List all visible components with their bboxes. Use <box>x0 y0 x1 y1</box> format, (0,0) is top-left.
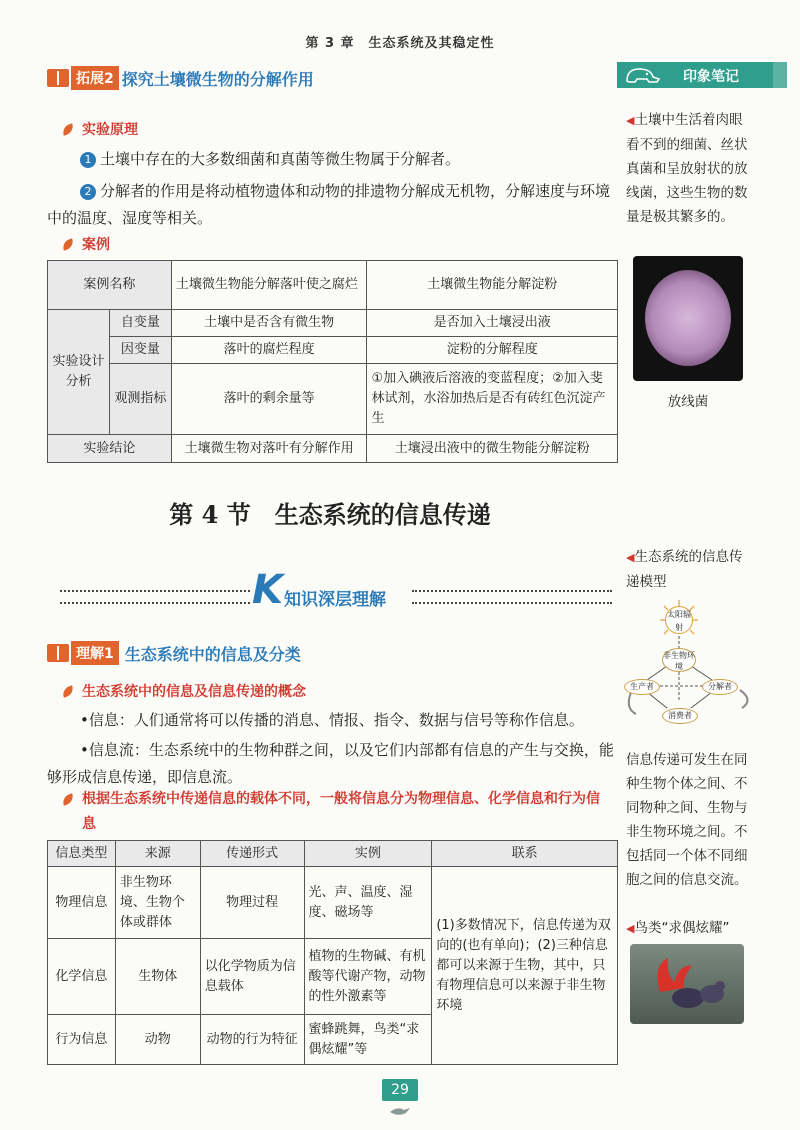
obs-case-1: 落叶的剩余量等 <box>171 364 367 435</box>
sidebar-title: 印象笔记 <box>683 69 739 85</box>
ext2-tag: 拓展2 <box>71 66 119 90</box>
relation-cell: (1)多数情况下，信息传递为双向的(也有单向)；(2)三种信息都可以来源于生物，其中，只有物理信息可以来源于非生物环境 <box>432 867 618 1065</box>
conclusion-case-1: 土壤微生物对落叶有分解作用 <box>171 435 367 463</box>
table-cell: 动物 <box>115 1015 200 1065</box>
classification-heading-text: 根据生态系统中传递信息的载体不同，一般将信息分为物理信息、化学信息和行为信息 <box>82 791 600 832</box>
classification-heading <box>62 787 612 837</box>
table-cell: 蜜蜂跳舞，鸟类“求偶炫耀”等 <box>304 1015 432 1065</box>
iv-case-1: 土壤中是否含有微生物 <box>171 310 367 337</box>
sidebar-title-bar <box>617 62 787 88</box>
concept-heading <box>62 681 306 701</box>
principle-2 <box>47 178 617 232</box>
principle-1 <box>80 146 620 173</box>
table-cell: 化学信息 <box>48 939 116 1015</box>
book-icon <box>47 644 69 662</box>
info-transfer-diagram <box>622 598 756 738</box>
design-label: 实验设计分析 <box>48 310 110 435</box>
ext2-section-bar <box>47 65 314 91</box>
info-definition: •信息：人们通常将可以传播的消息、情报、指令、数据与信号等称作信息。 <box>80 711 584 729</box>
u1-title: 生态系统中的信息及分类 <box>124 644 301 664</box>
header-cell: 实例 <box>304 841 432 867</box>
info-type-table <box>47 840 618 1065</box>
table-cell: 动物的行为特征 <box>200 1015 304 1065</box>
sun-node: 太阳辐射 <box>665 606 693 634</box>
number-1-icon: 1 <box>80 152 96 168</box>
leaf-icon <box>61 793 75 806</box>
sidebar-note-soil <box>626 108 754 229</box>
actinomycete-photo <box>633 256 743 381</box>
actinomycete-caption: 放线菌 <box>667 394 709 410</box>
u1-section-bar <box>47 640 301 666</box>
table-cell: 以化学物质为信息载体 <box>200 939 304 1015</box>
case-1-name: 土壤微生物能分解落叶使之腐烂 <box>171 261 367 310</box>
infoflow-definition: •信息流：生态系统中的生物种群之间，以及它们内部都有信息的产生与交换，能够形成信息传递，即信息流。 <box>47 741 614 786</box>
sidebar-bird-title-text: 鸟类“求偶炫耀” <box>634 920 730 936</box>
decomposer-node: 分解者 <box>702 679 738 695</box>
leaf-icon <box>61 123 75 136</box>
sidebar-note-transfer: 信息传递可发生在同种生物个体之间、不同物种之间、生物与非生物环境之间。不包括同一个体不同细胞之间的信息交流。 <box>626 752 748 888</box>
case-name-label: 案例名称 <box>48 261 172 310</box>
knowledge-banner-title: 知识深层理解 <box>284 590 386 610</box>
leaf-icon <box>61 238 75 251</box>
bird-ornament-icon <box>388 1104 412 1118</box>
conclusion-case-2: 土壤浸出液中的微生物能分解淀粉 <box>367 435 618 463</box>
leaf-icon <box>61 685 75 698</box>
sidebar-bird-title <box>626 916 756 941</box>
principle-1-text: 土壤中存在的大多数细菌和真菌等微生物属于分解者。 <box>100 150 461 168</box>
header-cell: 信息类型 <box>48 841 116 867</box>
sidebar-model-title-text: 生态系统的信息传递模型 <box>626 549 743 590</box>
u1-tag: 理解1 <box>71 641 119 665</box>
elephant-icon <box>623 65 663 85</box>
principle-heading <box>62 119 138 139</box>
bird-icon <box>630 944 744 1024</box>
section-title: 第 4 节 生态系统的信息传递 <box>169 500 491 529</box>
book-icon <box>47 69 69 87</box>
table-cell: 物理信息 <box>48 867 116 939</box>
table-cell: 生物体 <box>115 939 200 1015</box>
chapter-header: 第 3 章 生态系统及其稳定性 <box>305 36 495 51</box>
note-marker-icon: ◀ <box>626 922 635 935</box>
bird-courtship-photo <box>630 944 744 1024</box>
k-logo-icon: K <box>252 567 283 613</box>
header-cell: 来源 <box>115 841 200 867</box>
table-cell: 非生物环境、生物个体或群体 <box>115 867 200 939</box>
banner-dots-left <box>60 590 250 604</box>
sidebar-title-strip <box>773 62 787 88</box>
consumer-node: 消费者 <box>662 708 698 724</box>
case-heading <box>62 234 110 254</box>
dv-label: 因变量 <box>109 337 171 364</box>
case-2-name: 土壤微生物能分解淀粉 <box>367 261 618 310</box>
iv-label: 自变量 <box>109 310 171 337</box>
iv-case-2: 是否加入土壤浸出液 <box>367 310 618 337</box>
table-cell: 物理过程 <box>200 867 304 939</box>
sidebar-note-soil-text: 土壤中生活着肉眼看不到的细菌、丝状真菌和呈放射状的放线菌，这些生物的数量是极其繁多的。 <box>626 112 748 225</box>
table-cell: 植物的生物碱、有机酸等代谢产物，动物的性外激素等 <box>304 939 432 1015</box>
number-2-icon: 2 <box>80 184 96 200</box>
concept-heading-text: 生态系统中的信息及信息传递的概念 <box>82 684 306 700</box>
conclusion-label: 实验结论 <box>48 435 172 463</box>
environment-node: 非生物环境 <box>662 648 696 672</box>
dv-case-2: 淀粉的分解程度 <box>367 337 618 364</box>
producer-node: 生产者 <box>624 679 660 695</box>
principle-heading-text: 实验原理 <box>82 122 138 138</box>
case-table <box>47 260 618 463</box>
sidebar-model-title <box>626 545 754 594</box>
dv-case-1: 落叶的腐烂程度 <box>171 337 367 364</box>
table-cell: 行为信息 <box>48 1015 116 1065</box>
ext2-title: 探究土壤微生物的分解作用 <box>121 69 314 89</box>
header-cell: 传递形式 <box>200 841 304 867</box>
note-marker-icon: ◀ <box>626 114 635 127</box>
obs-label: 观测指标 <box>109 364 171 435</box>
note-marker-icon: ◀ <box>626 551 635 564</box>
obs-case-2: ①加入碘液后溶液的变蓝程度；②加入斐林试剂，水浴加热后是否有砖红色沉淀产生 <box>367 364 618 435</box>
header-cell: 联系 <box>432 841 618 867</box>
banner-dots-right <box>412 590 612 604</box>
page-number: 29 <box>382 1079 418 1101</box>
case-heading-text: 案例 <box>82 237 110 253</box>
principle-2-text: 分解者的作用是将动植物遗体和动物的排遗物分解成无机物，分解速度与环境中的温度、湿度等相关。 <box>47 182 611 227</box>
table-cell: 光、声、温度、湿度、磁场等 <box>304 867 432 939</box>
